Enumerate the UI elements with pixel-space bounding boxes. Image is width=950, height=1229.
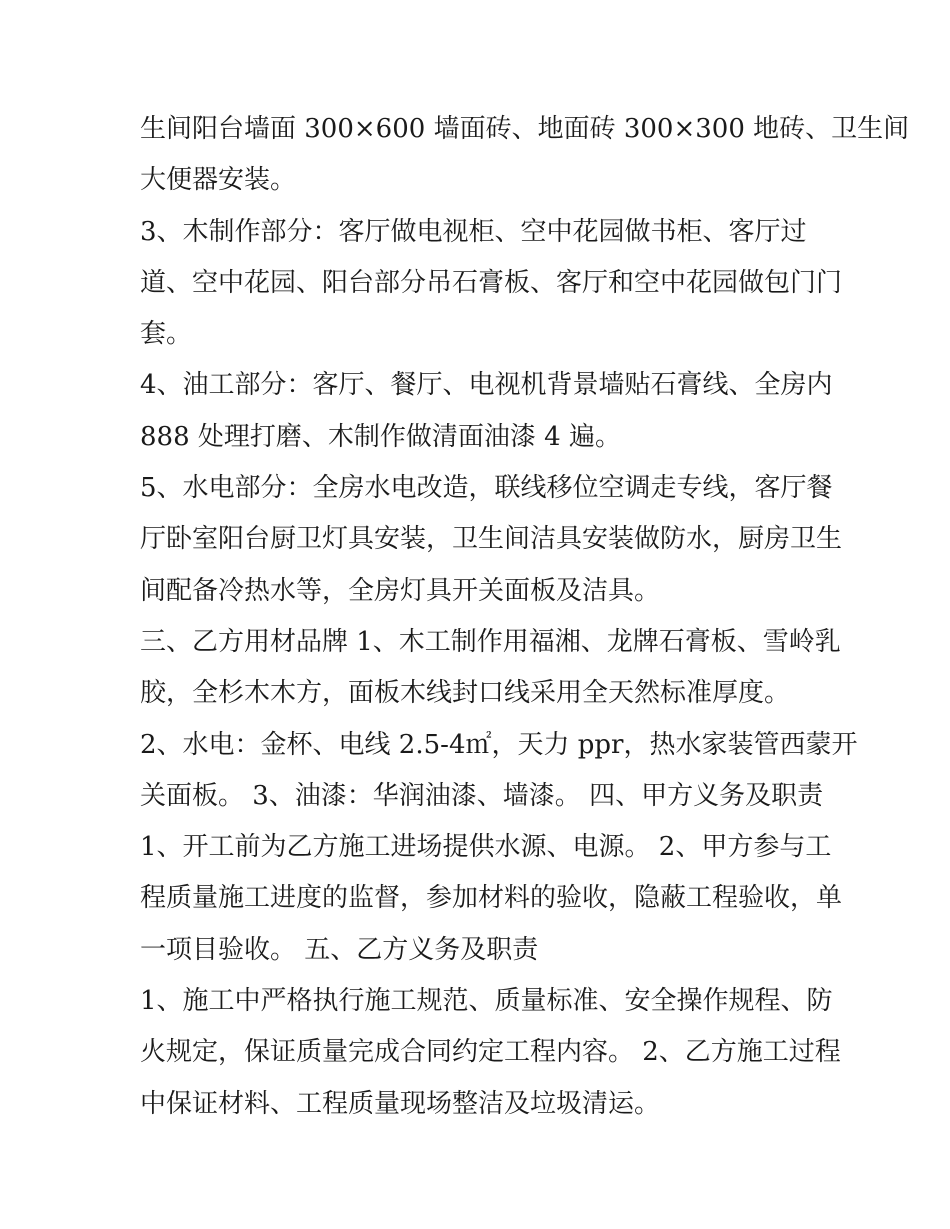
text-line: 厅卧室阳台厨卫灯具安装，卫生间洁具安装做防水，厨房卫生: [140, 524, 843, 555]
body-text: [140, 104, 910, 1130]
text-line: 程质量施工进度的监督，参加材料的验收，隐蔽工程验收，单: [140, 883, 843, 914]
text-line: 中保证材料、工程质量现场整洁及垃圾清运。: [140, 1088, 661, 1119]
text-line: 生间阳台墙面 300×600 墙面砖、地面砖 300×300 地砖、卫生间: [140, 114, 910, 144]
text-line: 5、水电部分：全房水电改造，联线移位空调走专线，客厅餐: [140, 473, 833, 504]
text-line: 大便器安装。: [140, 165, 297, 196]
text-line: 4、油工部分：客厅、餐厅、电视机背景墙贴石膏线、全房内: [140, 370, 833, 401]
text-line: 间配备冷热水等，全房灯具开关面板及洁具。: [140, 575, 661, 606]
text-line: 胶，全杉木木方，面板木线封口线采用全天然标准厚度。: [140, 678, 791, 709]
text-line: 3、木制作部分：客厅做电视柜、空中花园做书柜、客厅过: [140, 216, 807, 247]
text-line: 1、施工中严格执行施工规范、质量标准、安全操作规程、防: [140, 986, 833, 1017]
text-line: 关面板。 3、油漆：华润油漆、墙漆。 四、甲方义务及职责: [140, 780, 824, 811]
text-line: 火规定，保证质量完成合同约定工程内容。 2、乙方施工过程: [140, 1037, 841, 1068]
text-line: 道、空中花园、阳台部分吊石膏板、客厅和空中花园做包门门: [140, 267, 843, 298]
text-line: 888 处理打磨、木制作做清面油漆 4 遍。: [140, 421, 621, 452]
text-line: 套。: [140, 319, 193, 350]
text-line: 三、乙方用材品牌 1、木工制作用福湘、龙牌石膏板、雪岭乳: [140, 626, 841, 657]
text-line: 1、开工前为乙方施工进场提供水源、电源。 2、甲方参与工: [140, 832, 832, 863]
text-line: 2、水电：金杯、电线 2.5-4㎡，天力 ppr，热水家装管西蒙开: [140, 729, 858, 760]
text-line: 一项目验收。 五、乙方义务及职责: [140, 934, 539, 965]
